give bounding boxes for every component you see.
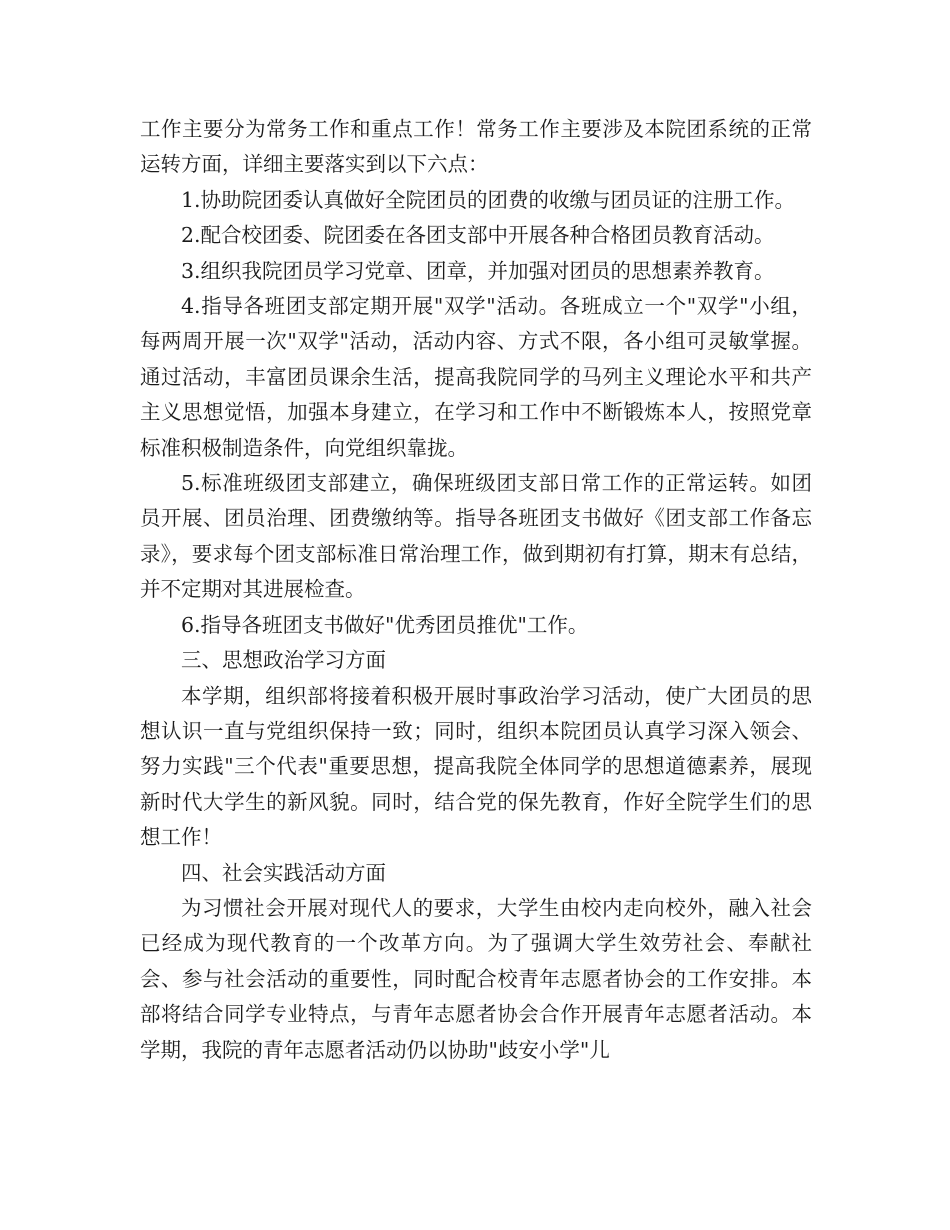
paragraph-item-4: 4.指导各班团支部定期开展"双学"活动。各班成立一个"双学"小组，每两周开展一次"双学"活动，活动内容、方式不限，各小组可灵敏掌握。通过活动，丰富团员课余生活，提高我院同学的马列主义理论水平和共产主义思想觉悟，加强本身建立，在学习和工作中不断锻炼本人，按照党章标准积极制造条件，向党组织靠拢。 <box>140 294 812 460</box>
paragraph-duties-intro: 工作主要分为常务工作和重点工作！常务工作主要涉及本院团系统的正常运转方面，详细主要落实到以下六点： <box>140 117 812 177</box>
section-heading-social-practice: 四、社会实践活动方面 <box>181 860 386 885</box>
document-body <box>140 112 812 1068</box>
paragraph-social-practice: 为习惯社会开展对现代人的要求，大学生由校内走向校外，融入社会已经成为现代教育的一个改革方向。为了强调大学生效劳社会、奉献社会、参与社会活动的重要性，同时配合校青年志愿者协会的工作安排。本部将结合同学专业特点，与青年志愿者协会合作开展青年志愿者活动。本学期，我院的青年志愿者活动仍以协助"歧安小学"儿 <box>140 895 812 1062</box>
paragraph-item-6: 6.指导各班团支书做好"优秀团员推优"工作。 <box>181 612 589 637</box>
paragraph-item-2: 2.配合校团委、院团委在各团支部中开展各种合格团员教育活动。 <box>181 223 775 248</box>
section-heading-political-study: 三、思想政治学习方面 <box>181 648 386 673</box>
paragraph-item-5: 5.标准班级团支部建立，确保班级团支部日常工作的正常运转。如团员开展、团员治理、团费缴纳等。指导各班团支书做好《团支部工作备忘录》，要求每个团支部标准日常治理工作，做到期初有打算，期末有总结，并不定期对其进展检查。 <box>140 471 812 602</box>
paragraph-item-3: 3.组织我院团员学习党章、团章，并加强对团员的思想素养教育。 <box>181 258 775 283</box>
paragraph-political-study: 本学期，组织部将接着积极开展时事政治学习活动，使广大团员的思想认识一直与党组织保持一致；同时，组织本院团员认真学习深入领会、努力实践"三个代表"重要思想，提高我院全体同学的思想道德素养，展现新时代大学生的新风貌。同时，结合党的保先教育，作好全院学生们的思想工作！ <box>140 683 812 850</box>
paragraph-item-1: 1.协助院团委认真做好全院团员的团费的收缴与团员证的注册工作。 <box>181 187 796 212</box>
